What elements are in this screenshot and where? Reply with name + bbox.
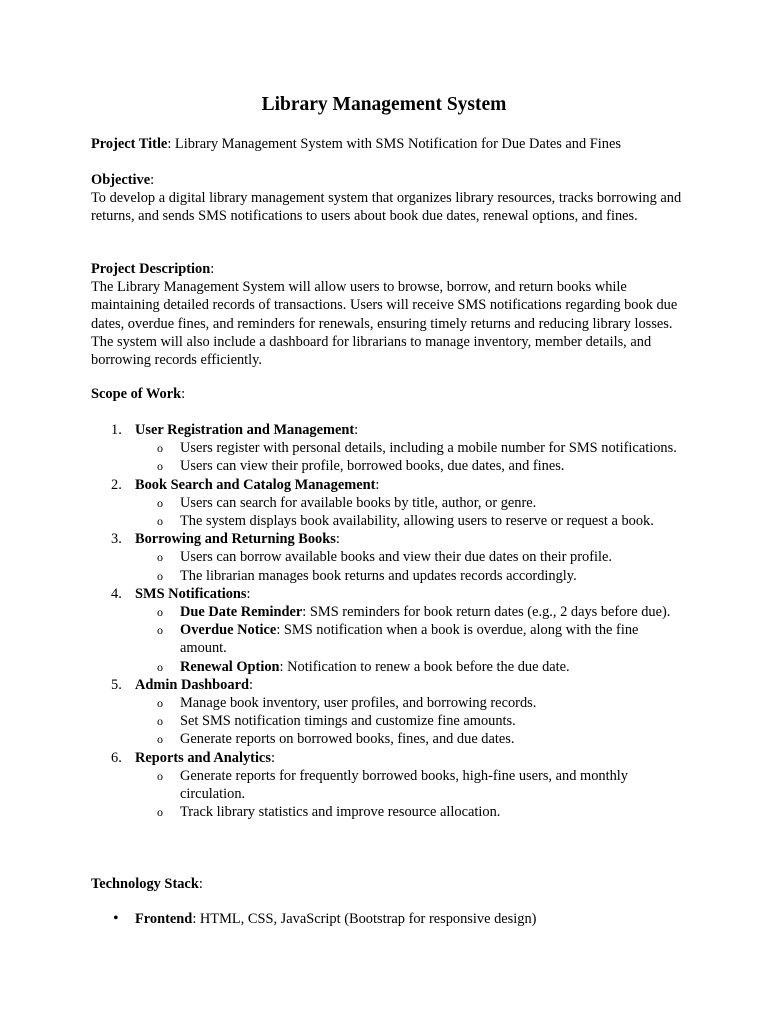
scope-item-title: Borrowing and Returning Books — [135, 531, 336, 548]
scope-item-title: Book Search and Catalog Management — [135, 476, 376, 493]
sub-item-label: Overdue Notice — [180, 622, 277, 639]
description-heading — [91, 260, 691, 278]
sub-item-text: Users can search for available books by title, author, or genre. — [180, 494, 537, 511]
scope-item-separator: : — [270, 749, 275, 766]
sub-bullet-icon: o — [157, 714, 163, 729]
objective-text: To develop a digital library management system that organizes library resources, tracks borrowing and returns, and sends SMS notifications to users about book due dates, renewal options, and fines. — [91, 190, 682, 225]
scope-sub-item — [135, 621, 677, 657]
sub-bullet-icon: o — [157, 514, 163, 529]
sub-bullet-icon: o — [157, 732, 163, 747]
scope-sub-item — [135, 658, 677, 676]
scope-item-number: 2. — [111, 476, 122, 493]
description-label: Project Description — [91, 261, 211, 277]
scope-sub-item — [135, 603, 677, 621]
project-title-line — [91, 135, 691, 153]
scope-item-number: 5. — [111, 676, 122, 693]
sub-item-text: Track library statistics and improve resource allocation. — [180, 804, 501, 821]
sub-item-label: Due Date Reminder — [180, 604, 303, 621]
scope-sub-list — [135, 439, 691, 475]
sub-bullet-icon: o — [157, 605, 163, 620]
scope-item-number: 1. — [111, 422, 122, 438]
scope-item-title: Reports and Analytics — [135, 749, 271, 766]
tech-label: Technology Stack — [91, 876, 199, 892]
sub-item-text: : SMS reminders for book return dates (e.g., 2 days before due). — [302, 604, 671, 621]
scope-sub-list — [135, 603, 691, 676]
sub-bullet-icon: o — [157, 550, 163, 565]
sub-item-text: Generate reports on borrowed books, fines, and due dates. — [180, 731, 515, 748]
scope-sub-item — [135, 457, 677, 475]
tech-item-text: : HTML, CSS, JavaScript (Bootstrap for responsive design) — [192, 911, 537, 927]
scope-heading — [91, 385, 691, 403]
scope-item-separator: : — [375, 476, 380, 493]
sub-bullet-icon: o — [157, 623, 163, 638]
tech-list — [91, 910, 691, 928]
project-title-label: Project Title — [91, 136, 168, 152]
scope-sub-list — [135, 548, 691, 584]
project-title-value: Library Management System with SMS Notification for Due Dates and Fines — [171, 136, 621, 152]
scope-list — [91, 421, 691, 821]
tech-separator: : — [198, 876, 203, 892]
sub-item-label: Renewal Option — [180, 658, 280, 675]
scope-sub-item — [135, 694, 677, 712]
scope-sub-item — [135, 439, 677, 457]
sub-item-text: Set SMS notification timings and customize fine amounts. — [180, 713, 516, 730]
scope-item — [91, 421, 691, 476]
scope-item-title: User Registration and Management — [135, 422, 355, 438]
sub-bullet-icon: o — [157, 696, 163, 711]
scope-sub-item — [135, 712, 677, 730]
sub-bullet-icon: o — [157, 495, 163, 510]
scope-sub-list — [135, 494, 691, 530]
scope-item-title: Admin Dashboard — [135, 676, 249, 693]
description-text: The Library Management System will allow users to browse, borrow, and return books while maintaining detailed records of transactions. Users will receive SMS notifications regarding book due dates, overdue fines, and reminders for renewals, ensuring timely returns and reducing library losses. The system will also include a dashboard for librarians to manage inventory, member details, and borrowing records efficiently. — [91, 279, 678, 369]
scope-item-separator: : — [246, 585, 251, 602]
scope-item-separator: : — [248, 676, 253, 693]
sub-item-text: The system displays book availability, allowing users to reserve or request a book. — [180, 513, 654, 530]
sub-bullet-icon: o — [157, 768, 163, 783]
scope-item-title: SMS Notifications — [135, 585, 247, 602]
objective-separator: : — [150, 172, 155, 188]
sub-bullet-icon: o — [157, 441, 163, 456]
scope-item-number: 3. — [111, 531, 122, 548]
bullet-icon: • — [113, 910, 119, 927]
sub-item-text: The librarian manages book returns and updates records accordingly. — [180, 567, 577, 584]
sub-item-text: : Notification to renew a book before the due date. — [279, 658, 570, 675]
project-title-separator: : — [167, 136, 172, 152]
scope-sub-item — [135, 548, 677, 566]
sub-bullet-icon: o — [157, 459, 163, 474]
sub-bullet-icon: o — [157, 659, 163, 674]
scope-item — [91, 749, 691, 822]
sub-item-text: Users register with personal details, including a mobile number for SMS notifications. — [180, 440, 677, 457]
scope-item — [91, 476, 691, 531]
description-separator: : — [210, 261, 215, 277]
scope-sub-item — [135, 767, 677, 803]
description-section — [91, 260, 691, 369]
tech-item-label: Frontend — [135, 911, 193, 927]
objective-section — [91, 171, 691, 226]
tech-heading — [91, 875, 691, 893]
scope-sub-list — [135, 694, 691, 749]
document-title: Library Management System — [261, 94, 507, 115]
sub-bullet-icon: o — [157, 805, 163, 820]
scope-item-number: 4. — [111, 585, 122, 602]
objective-heading — [91, 171, 691, 189]
sub-item-text: Generate reports for frequently borrowed books, high-fine users, and monthly circulation. — [180, 767, 628, 803]
scope-separator: : — [181, 386, 186, 402]
objective-label: Objective — [91, 172, 151, 188]
sub-bullet-icon: o — [157, 568, 163, 583]
scope-item-separator: : — [335, 531, 340, 548]
scope-sub-item — [135, 494, 677, 512]
scope-sub-item — [135, 730, 677, 748]
tech-item — [91, 910, 691, 928]
scope-sub-item — [135, 803, 677, 821]
sub-item-text: Manage book inventory, user profiles, and borrowing records. — [180, 695, 537, 712]
scope-item — [91, 585, 691, 676]
scope-sub-list — [135, 767, 691, 822]
scope-item-separator: : — [354, 422, 359, 438]
sub-item-text: : SMS notification when a book is overdue, along with the fine amount. — [180, 622, 639, 657]
sub-item-text: Users can borrow available books and view their due dates on their profile. — [180, 549, 612, 566]
sub-item-text: Users can view their profile, borrowed books, due dates, and fines. — [180, 458, 565, 475]
scope-sub-item — [135, 567, 677, 585]
scope-sub-item — [135, 512, 677, 530]
scope-item — [91, 530, 691, 585]
scope-label: Scope of Work — [91, 386, 182, 402]
scope-item-number: 6. — [111, 749, 122, 766]
scope-item — [91, 676, 691, 749]
